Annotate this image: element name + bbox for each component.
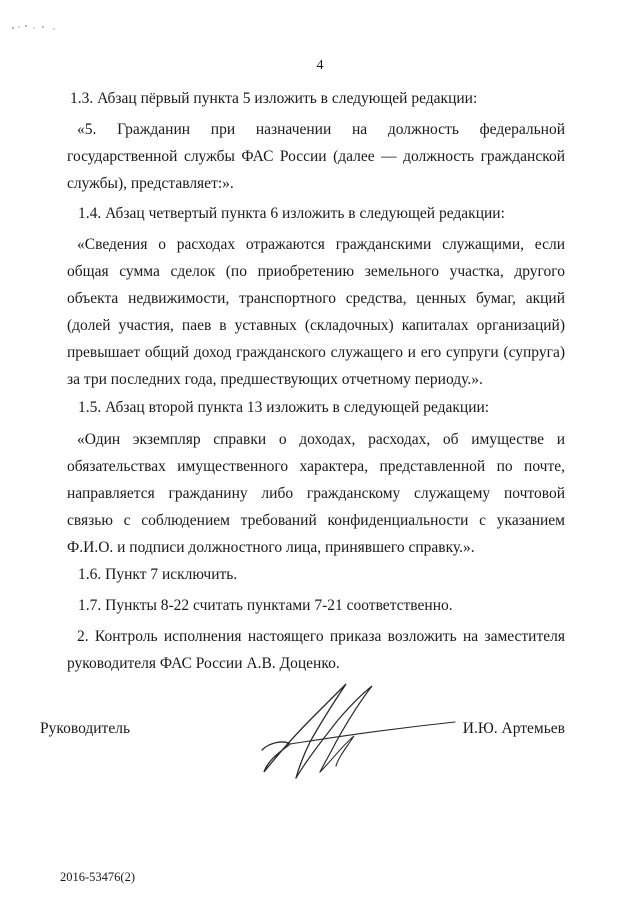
signatory-title: Руководитель — [40, 720, 131, 737]
page-number: 4 — [316, 58, 324, 73]
scan-artifact-dots — [10, 22, 60, 32]
paragraph-1-4: 1.4. Абзац четвертый пункта 6 изложить в следующей редакции: — [78, 205, 505, 222]
paragraph-1-6: 1.6. Пункт 7 исключить. — [78, 566, 238, 583]
paragraph-1-3: 1.3. Абзац пёрвый пункта 5 изложить в следующей редакции: — [70, 90, 478, 107]
paragraph-point-13-text: «Один экземпляр справки о доходах, расходах, об имуществе и обязательствах имущественного характера, представленной по почте, направляется гражданину либо гражданскому служащему почтовой связью с соблюдением требований конфиденциальности с указанием Ф.И.О. и подписи должностного лица, принявшего справку.». — [67, 431, 565, 556]
document-code: 2016-53476(2) — [60, 870, 135, 884]
paragraph-1-7: 1.7. Пункты 8-22 считать пунктами 7-21 соответственно. — [78, 597, 453, 614]
signatory-name: И.Ю. Артемьев — [462, 720, 565, 737]
paragraph-point-5-text: «5. Гражданин при назначении на должность федеральной государственной службы ФАС России (далее — должность гражданской службы), представляет:». — [67, 121, 565, 192]
signature-row — [40, 720, 565, 744]
paragraph-1-5: 1.5. Абзац второй пункта 13 изложить в следующей редакции: — [78, 399, 490, 416]
paragraph-point-6-text: «Сведения о расходах отражаются гражданскими служащими, если общая сумма сделок (по приобретению земельного участка, другого объекта недвижимости, транспортного средства, ценных бумаг, акций (долей участия, паев в уставных (складочных) капиталах организаций) превышает общий доход гражданского служащего и его супруги (супруга) за три последних года, предшествующих отчетному периоду.». — [67, 236, 565, 388]
paragraph-2-control: 2. Контроль исполнения настоящего приказа возложить на заместителя руководителя ФАС России А.В. Доценко. — [67, 628, 565, 672]
